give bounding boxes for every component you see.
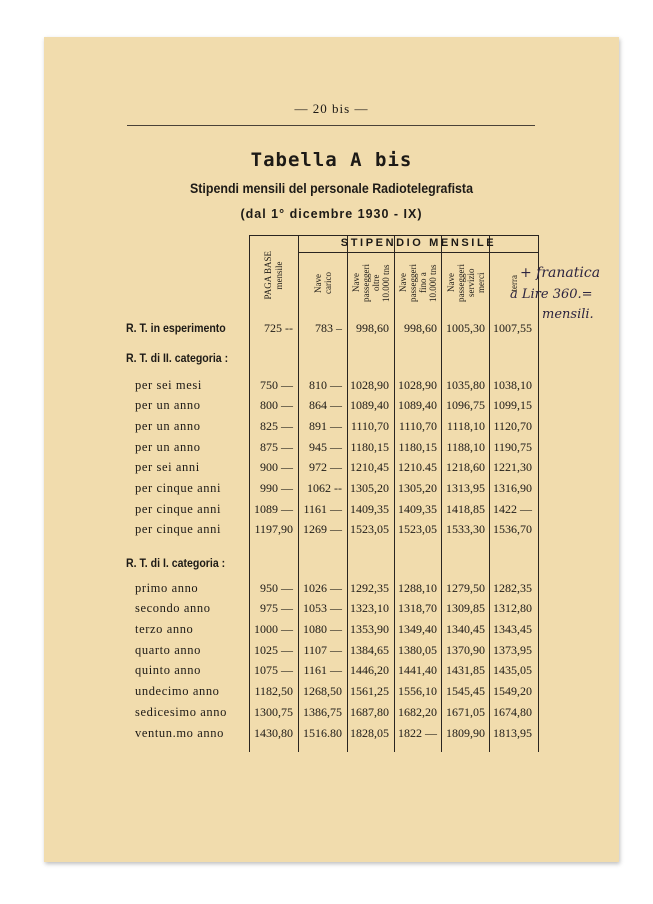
table-cell: 1516.80 (303, 726, 342, 740)
column-divider (298, 236, 299, 752)
table-cell: 1089,40 (398, 398, 437, 412)
table-cell: 1089,40 (350, 398, 389, 412)
table-cell: 1190,75 (493, 440, 532, 454)
table-cell: 1446,20 (350, 663, 389, 677)
table-cell: 1300,75 (254, 705, 293, 719)
table-cell: 1221,30 (493, 460, 532, 474)
table-cell: 1107 — (303, 643, 342, 657)
table-cell: 1188,10 (446, 440, 485, 454)
table-cell: 1523,05 (398, 522, 437, 536)
header-terra: terra (509, 274, 519, 292)
section-title: R. T. in esperimento (126, 321, 226, 335)
table-cell: 750 — (260, 378, 293, 392)
table-cell: 1430,80 (254, 726, 293, 740)
row-label: sedicesimo anno (135, 705, 227, 719)
table-cell: 1292,35 (350, 581, 389, 595)
table-cell: 1096,75 (446, 398, 485, 412)
table-cell: 1305,20 (398, 481, 437, 495)
table-cell: 1282,35 (493, 581, 532, 595)
row-label: per un anno (135, 440, 201, 454)
table-cell: 1349,40 (398, 622, 437, 636)
table-cell: 1197,90 (254, 522, 293, 536)
table-cell: 1035,80 (446, 378, 485, 392)
table-cell: 1025 — (254, 643, 293, 657)
table-cell: 900 — (260, 460, 293, 474)
table-cell: 1674,80 (493, 705, 532, 719)
table-cell: 1182,50 (254, 684, 293, 698)
table-cell: 1026 — (303, 581, 342, 595)
table-cell: 783 – (315, 321, 342, 335)
header-passeggeri-merci: Nave passeggeri servizio merci (445, 264, 486, 302)
table-cell: 825 — (260, 419, 293, 433)
table-title: Tabella A bis (250, 149, 413, 171)
handwritten-note-line-2: a Lire 360.= (510, 287, 593, 302)
table-cell: 864 — (309, 398, 342, 412)
table-cell: 1053 — (303, 601, 342, 615)
table-cell: 945 — (309, 440, 342, 454)
table-cell: 1409,35 (398, 502, 437, 516)
table-cell: 1373,95 (493, 643, 532, 657)
page-number: — 20 bis — (294, 101, 369, 116)
row-label: undecimo anno (135, 684, 220, 698)
table-cell: 1422 — (493, 502, 532, 516)
row-label: per sei mesi (135, 378, 202, 392)
table-cell: 891 — (309, 419, 342, 433)
table-cell: 1549,20 (493, 684, 532, 698)
table-cell: 1323,10 (350, 601, 389, 615)
row-label: secondo anno (135, 601, 211, 615)
table-cell: 1384,65 (350, 643, 389, 657)
table-cell: 1038,10 (493, 378, 532, 392)
table-cell: 1279,50 (446, 581, 485, 595)
table-cell: 1313,95 (446, 481, 485, 495)
table-cell: 990 — (260, 481, 293, 495)
group-header: STIPENDIO MENSILE (340, 237, 497, 249)
table-cell: 1161 — (303, 663, 342, 677)
header-divider (299, 252, 538, 253)
section-title: R. T. di II. categoria : (126, 351, 229, 365)
table-cell: 1431,85 (446, 663, 485, 677)
table-cell: 1813,95 (493, 726, 532, 740)
column-divider (489, 236, 490, 752)
table-cell: 1316,90 (493, 481, 532, 495)
row-label: per cinque anni (135, 502, 222, 516)
table-cell: 1545,45 (446, 684, 485, 698)
table-cell: 1561,25 (350, 684, 389, 698)
row-label: quarto anno (135, 643, 201, 657)
header-nave-carico: Nave carico (313, 272, 333, 294)
table-cell: 1318,70 (398, 601, 437, 615)
header-rule (127, 125, 535, 126)
table-cell: 1343,45 (493, 622, 532, 636)
table-cell: 1161 — (303, 502, 342, 516)
table-cell: 1441,40 (398, 663, 437, 677)
table-cell: 1682,20 (398, 705, 437, 719)
section-title: R. T. di I. categoria : (126, 556, 226, 570)
column-divider (394, 236, 395, 752)
header-passeggeri-oltre: Nave passeggeri oltre 10.000 tns (351, 264, 391, 302)
table-cell: 1386,75 (303, 705, 342, 719)
header-passeggeri-fino: Nave passeggeri fino a 10.000 tns (398, 264, 438, 302)
column-divider (441, 236, 442, 752)
table-cell: 1028,90 (398, 378, 437, 392)
handwritten-note-line-1: + franatica (520, 265, 601, 281)
row-label: primo anno (135, 581, 199, 595)
table-cell: 1671,05 (446, 705, 485, 719)
table-cell: 1210.45 (398, 460, 437, 474)
row-label: per cinque anni (135, 522, 222, 536)
document-page (44, 37, 619, 862)
row-label: per cinque anni (135, 481, 222, 495)
table-cell: 998,60 (356, 321, 389, 335)
table-cell: 1435,05 (493, 663, 532, 677)
date-note: (dal 1° dicembre 1930 - IX) (240, 207, 423, 221)
table-cell: 1110,70 (350, 419, 389, 433)
table-cell: 1118,10 (446, 419, 485, 433)
table-cell: 1370,90 (446, 643, 485, 657)
table-cell: 1000 — (254, 622, 293, 636)
table-cell: 1809,90 (446, 726, 485, 740)
table-cell: 1080 — (303, 622, 342, 636)
header-paga-base: PAGA BASE mensile (263, 250, 284, 300)
row-label: quinto anno (135, 663, 201, 677)
row-label: ventun.mo anno (135, 726, 224, 740)
table-cell: 1089 — (254, 502, 293, 516)
table-cell: 800 — (260, 398, 293, 412)
table-cell: 1822 — (398, 726, 437, 740)
table-cell: 950 — (260, 581, 293, 595)
table-cell: 1120,70 (493, 419, 532, 433)
table-cell: 1380,05 (398, 643, 437, 657)
table-cell: 1312,80 (493, 601, 532, 615)
table-cell: 875 — (260, 440, 293, 454)
table-cell: 810 — (309, 378, 342, 392)
table-cell: 998,60 (404, 321, 437, 335)
table-cell: 1353,90 (350, 622, 389, 636)
table-cell: 1536,70 (493, 522, 532, 536)
table-cell: 1269 — (303, 522, 342, 536)
table-cell: 1523,05 (350, 522, 389, 536)
table-cell: 1533,30 (446, 522, 485, 536)
column-divider (347, 236, 348, 752)
table-cell: 1288,10 (398, 581, 437, 595)
table-cell: 1218,60 (446, 460, 485, 474)
table-cell: 1110,70 (398, 419, 437, 433)
table-cell: 975 — (260, 601, 293, 615)
row-label: per un anno (135, 419, 201, 433)
handwritten-note-line-3: mensili. (542, 307, 594, 322)
table-subtitle: Stipendi mensili del personale Radiotelegrafista (190, 181, 473, 196)
table-cell: 1687,80 (350, 705, 389, 719)
table-cell: 972 — (309, 460, 342, 474)
table-cell: 1210,45 (350, 460, 389, 474)
table-cell: 1028,90 (350, 378, 389, 392)
table-cell: 1556,10 (398, 684, 437, 698)
table-cell: 1309,85 (446, 601, 485, 615)
table-cell: 1075 — (254, 663, 293, 677)
table-cell: 1007,55 (493, 321, 532, 335)
row-label: terzo anno (135, 622, 194, 636)
table-cell: 1180,15 (350, 440, 389, 454)
table-cell: 1828,05 (350, 726, 389, 740)
row-label: per un anno (135, 398, 201, 412)
table-cell: 1099,15 (493, 398, 532, 412)
table-cell: 725 -- (264, 321, 293, 335)
table-cell: 1005,30 (446, 321, 485, 335)
table-cell: 1062 -- (307, 481, 342, 495)
table-cell: 1418,85 (446, 502, 485, 516)
row-label: per sei anni (135, 460, 200, 474)
table-cell: 1268,50 (303, 684, 342, 698)
table-cell: 1180,15 (398, 440, 437, 454)
table-cell: 1409,35 (350, 502, 389, 516)
table-cell: 1305,20 (350, 481, 389, 495)
table-cell: 1340,45 (446, 622, 485, 636)
